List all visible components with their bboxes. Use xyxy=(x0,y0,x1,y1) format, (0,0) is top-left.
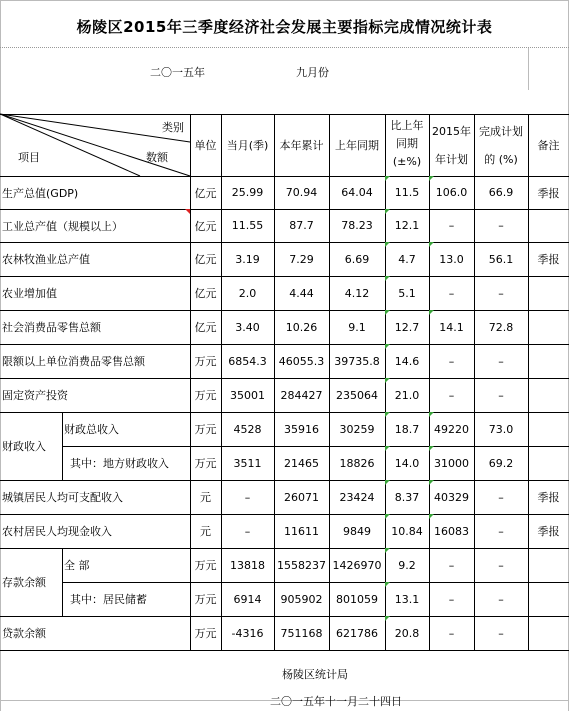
cell-completion: 73.0 xyxy=(488,422,514,436)
header-note: 备注 xyxy=(537,139,560,152)
period-month: 九月份 xyxy=(296,66,329,79)
cell-completion: – xyxy=(498,354,504,368)
cell-completion: 56.1 xyxy=(488,252,514,266)
cell-yoy: 14.6 xyxy=(385,344,429,378)
cell-note xyxy=(528,378,569,412)
cell-yoy: 18.7 xyxy=(385,412,429,446)
cell-last-year: 23424 xyxy=(339,490,375,504)
header-current: 当月(季) xyxy=(226,139,269,152)
cell-unit: 亿元 xyxy=(194,287,217,300)
cell-unit: 万元 xyxy=(194,355,217,368)
cell-completion: – xyxy=(498,558,504,572)
row-item-label: 农林牧渔业总产值 xyxy=(2,253,90,266)
cell-yoy: 4.7 xyxy=(385,242,429,276)
cell-plan: – xyxy=(448,592,455,606)
cell-completion: 72.8 xyxy=(488,320,514,334)
cell-completion: – xyxy=(498,490,504,504)
cell-cumulative: 10.26 xyxy=(285,320,318,334)
cell-completion: 66.9 xyxy=(488,186,514,199)
cell-unit: 元 xyxy=(200,525,211,538)
cell-note xyxy=(528,446,569,480)
cell-last-year: 9849 xyxy=(343,524,371,538)
cell-plan: 16083 xyxy=(429,514,474,548)
cell-unit: 万元 xyxy=(194,423,217,436)
cell-current: 3.19 xyxy=(235,252,260,266)
cell-cumulative: 905902 xyxy=(280,592,323,606)
cell-cumulative: 4.44 xyxy=(289,286,314,300)
cell-note: 季报 xyxy=(537,525,560,538)
cell-current: 4528 xyxy=(233,422,262,436)
row-item-label: 生产总值(GDP) xyxy=(2,186,79,200)
group-label-deposit: 存款余额 xyxy=(2,576,46,589)
row-item-label: 财政总收入 xyxy=(64,423,119,436)
cell-note xyxy=(528,276,569,310)
cell-yoy: 8.37 xyxy=(385,480,429,514)
cell-yoy: 5.1 xyxy=(385,276,429,310)
header-unit: 单位 xyxy=(194,139,217,152)
cell-cumulative: 35916 xyxy=(284,422,319,436)
cell-last-year: 18826 xyxy=(339,456,375,470)
cell-note xyxy=(528,209,569,242)
cell-current: 11.55 xyxy=(231,219,264,232)
cell-current: 3.40 xyxy=(235,320,260,334)
cell-yoy: 14.0 xyxy=(385,446,429,480)
header-yoy-2: 同期 xyxy=(396,136,418,150)
cell-note xyxy=(528,310,569,344)
row-item-label: 限额以上单位消费品零售总额 xyxy=(2,355,145,368)
cell-plan: 31000 xyxy=(429,446,474,480)
cell-current: 2.0 xyxy=(238,286,257,300)
row-item-label: 工业总产值（规模以上） xyxy=(0,209,190,242)
header-data: 数额 xyxy=(146,151,168,164)
cell-last-year: 9.1 xyxy=(348,320,366,334)
cell-yoy: 9.2 xyxy=(385,548,429,582)
cell-note: 季报 xyxy=(537,491,560,504)
cell-plan: – xyxy=(448,219,455,232)
cell-last-year: 801059 xyxy=(336,592,378,606)
cell-plan: 106.0 xyxy=(429,176,474,209)
cell-last-year: 6.69 xyxy=(344,252,370,266)
cell-current: – xyxy=(244,524,251,538)
cell-yoy: 11.5 xyxy=(385,176,429,209)
cell-last-year: 78.23 xyxy=(341,219,373,232)
header-plan-2: 年计划 xyxy=(435,152,468,166)
cell-note xyxy=(528,412,569,446)
cell-last-year: 30259 xyxy=(339,422,375,436)
row-item-label: 农业增加值 xyxy=(2,287,57,300)
cell-plan: – xyxy=(448,558,455,572)
period-year: 二〇一五年 xyxy=(150,66,205,79)
cell-yoy: 20.8 xyxy=(385,616,429,650)
cell-note: 季报 xyxy=(537,253,560,266)
row-item-label: 贷款余额 xyxy=(2,627,46,640)
cell-last-year: 235064 xyxy=(336,388,378,402)
cell-last-year: 39735.8 xyxy=(334,354,380,368)
cell-current: -4316 xyxy=(231,626,264,640)
cell-note xyxy=(528,344,569,378)
table-title: 杨陵区2015年三季度经济社会发展主要指标完成情况统计表 xyxy=(76,18,493,36)
footer-org: 杨陵区统计局 xyxy=(282,668,348,681)
row-item-label: 其中：居民储蓄 xyxy=(70,593,147,606)
header-completion-1: 完成计划 xyxy=(479,124,523,138)
cell-cumulative: 21465 xyxy=(284,456,319,470)
cell-current: 13818 xyxy=(230,558,265,572)
cell-cumulative: 70.94 xyxy=(285,186,318,199)
cell-current: 35001 xyxy=(230,388,265,402)
row-item-label: 农村居民人均现金收入 xyxy=(2,525,112,538)
cell-last-year: 4.12 xyxy=(344,286,370,300)
header-plan-1: 2015年 xyxy=(432,124,471,138)
cell-plan: – xyxy=(448,388,455,402)
cell-plan: 49220 xyxy=(429,412,474,446)
cell-note xyxy=(528,548,569,582)
row-item-label: 城镇居民人均可支配收入 xyxy=(2,491,123,504)
cell-current: 25.99 xyxy=(231,186,264,199)
cell-last-year: 1426970 xyxy=(332,558,382,572)
cell-unit: 亿元 xyxy=(194,321,217,334)
cell-completion: – xyxy=(498,286,504,300)
cell-cumulative: 46055.3 xyxy=(278,354,325,368)
cell-note xyxy=(528,616,569,650)
cell-plan: 14.1 xyxy=(429,310,474,344)
cell-unit: 亿元 xyxy=(194,253,217,266)
cell-plan: – xyxy=(448,354,455,368)
cell-completion: 69.2 xyxy=(488,456,514,470)
cell-unit: 万元 xyxy=(194,389,217,402)
row-item-label: 社会消费品零售总额 xyxy=(2,321,101,334)
cell-current: 6854.3 xyxy=(228,354,267,368)
cell-plan: 13.0 xyxy=(429,242,474,276)
cell-completion: – xyxy=(498,219,504,232)
cell-last-year: 621786 xyxy=(336,626,378,640)
header-cumulative: 本年累计 xyxy=(279,139,324,152)
cell-cumulative: 1558237 xyxy=(277,558,326,572)
cell-unit: 万元 xyxy=(194,457,217,470)
cell-plan: – xyxy=(448,286,455,300)
cell-cumulative: 11611 xyxy=(284,524,319,538)
cell-yoy: 12.7 xyxy=(385,310,429,344)
row-item-label: 全 部 xyxy=(64,559,90,572)
cell-unit: 万元 xyxy=(194,627,217,640)
cell-cumulative: 284427 xyxy=(280,388,323,402)
footer-date: 二〇一五年十一月二十四日 xyxy=(270,695,402,708)
cell-unit: 亿元 xyxy=(194,186,217,200)
cell-cumulative: 26071 xyxy=(284,490,319,504)
cell-note xyxy=(528,582,569,616)
cell-plan: – xyxy=(448,626,455,640)
header-category: 类别 xyxy=(162,121,184,134)
cell-current: 6914 xyxy=(233,592,262,606)
group-label-fiscal: 财政收入 xyxy=(2,440,46,453)
cell-completion: – xyxy=(498,626,504,640)
header-last-year: 上年同期 xyxy=(335,139,379,152)
header-yoy-1: 比上年 xyxy=(390,118,424,132)
cell-yoy: 10.84 xyxy=(385,514,429,548)
cell-current: 3511 xyxy=(233,456,262,470)
header-item: 项目 xyxy=(18,151,40,164)
cell-completion: – xyxy=(498,524,504,538)
cell-cumulative: 7.29 xyxy=(289,252,314,266)
cell-plan: 40329 xyxy=(429,480,474,514)
cell-completion: – xyxy=(498,388,504,402)
header-yoy-3: (±%) xyxy=(392,154,422,168)
cell-unit: 元 xyxy=(200,491,211,504)
row-item-label: 固定资产投资 xyxy=(2,389,68,402)
cell-yoy: 21.0 xyxy=(385,378,429,412)
row-item-label: 其中：地方财政收入 xyxy=(70,457,169,470)
cell-yoy: 13.1 xyxy=(385,582,429,616)
cell-unit: 万元 xyxy=(194,593,217,606)
cell-yoy: 12.1 xyxy=(385,209,429,242)
cell-note: 季报 xyxy=(537,186,560,200)
cell-unit: 亿元 xyxy=(194,219,217,233)
cell-current: – xyxy=(244,490,251,504)
cell-completion: – xyxy=(498,592,504,606)
cell-unit: 万元 xyxy=(194,559,217,572)
header-completion-2: 的 (%) xyxy=(484,152,518,166)
cell-cumulative: 751168 xyxy=(280,626,323,640)
cell-last-year: 64.04 xyxy=(341,186,373,199)
cell-cumulative: 87.7 xyxy=(289,219,314,232)
